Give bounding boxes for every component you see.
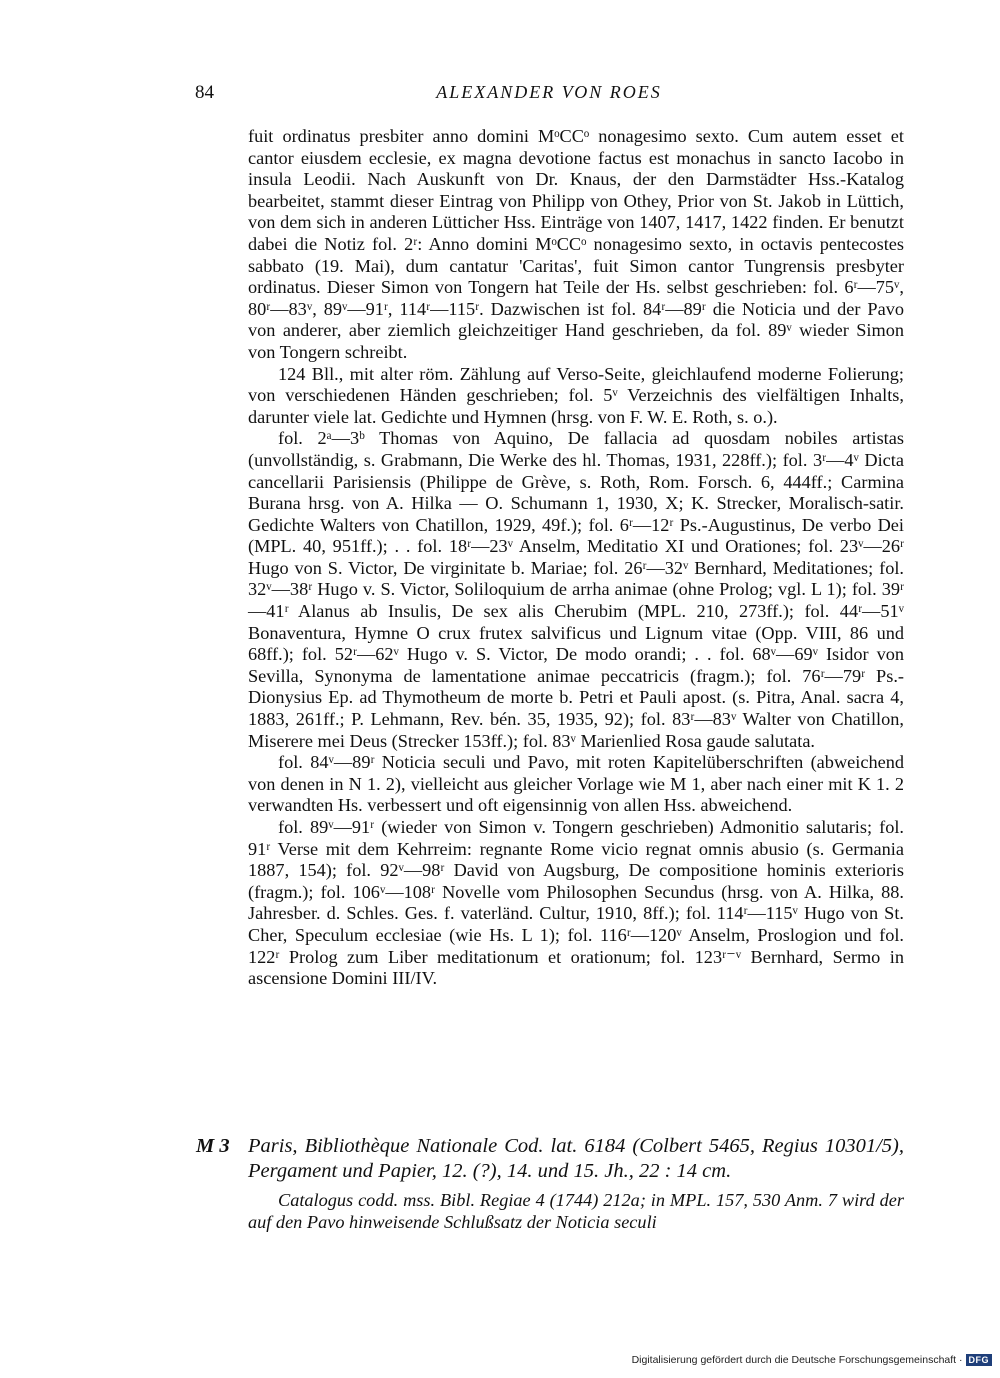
paragraph-4: fol. 84ᵛ—89ʳ Noticia seculi und Pavo, mit roten Kapitelüberschriften (abweichend von denen in N 1. 2), vielleicht aus gleicher Vorlage wie M 1, aber nach einer mit K 1. 2 verwandten Hs. verbessert und oft eigensinnig von allen Hss. abweichend. bbox=[248, 752, 904, 816]
dfg-logo-icon: DFG bbox=[966, 1354, 993, 1366]
catalog-note: Catalogus codd. mss. Bibl. Regiae 4 (1744) 212a; in MPL. 157, 530 Anm. 7 wird der auf den Pavo hinweisende Schlußsatz der Noticia seculi bbox=[248, 1190, 904, 1232]
credit-text: Digitalisierung gefördert durch die Deutsche Forschungsgemeinschaft · bbox=[631, 1354, 963, 1366]
paragraph-3: fol. 2ᵃ—3ᵇ Thomas von Aquino, De fallacia ad quosdam nobiles artistas (unvollständig, s. Grabmann, Die Werke des hl. Thomas, 1931, 228ff.); fol. 3ʳ—4ᵛ Dicta cancellarii Parisiensis (Philippe de Grève, s. Roth, Rom. Forsch. 6, 444ff.; Carmina Burana hrsg. von A. Hilka — O. Schumann 1, 1930, X; K. Strecker, Moralisch-satir. Gedichte Walters von Chatillon, 1929, 49f.); fol. 6ʳ—12ʳ Ps.-Augustinus, De verbo Dei (MPL. 40, 951ff.); . . fol. 18ʳ—23ᵛ Anselm, Meditatio XI und Orationes; fol. 23ᵛ—26ʳ Hugo von S. Victor, De virginitate b. Mariae; fol. 26ʳ—32ᵛ Bernhard, Meditationes; fol. 32ᵛ—38ʳ Hugo v. S. Victor, Soliloquium de arrha animae (ohne Prolog; vgl. L 1); fol. 39ʳ—41ʳ Alanus ab Insulis, De sex alis Cherubim (MPL. 210, 273ff.); fol. 44ʳ—51ᵛ Bonaventura, Hymne O crux frutex salvificus und Lignum vitae (Opp. VIII, 86 und 68ff.); fol. 52ʳ—62ᵛ Hugo v. S. Victor, De modo orandi; . . fol. 68ᵛ—69ᵛ Isidor von Sevilla, Synonyma de lamentatione animae peccatricis (fragm.); fol. 76ʳ—79ʳ Ps.-Dionysius Ep. ad Thymotheum de morte b. Petri et Pauli apost. (s. Pitra, Anal. sacra 4, 1883, 261ff.; P. Lehmann, Rev. bén. 35, 1935, 92); fol. 83ʳ—83ᵛ Walter von Chatillon, Miserere mei Deus (Strecker 153ff.); fol. 83ᵛ Marienlied Rosa gaude salutata. bbox=[248, 428, 904, 751]
paragraph-1: fuit ordinatus presbiter anno domini MᵒCCᵒ nonagesimo sexto. Cum autem esset et cantor eiusdem ecclesie, ex magna devotione factus est monachus in sancto Iacobo in insula Leodii. Nach Auskunft von Dr. Knaus, der den Darmstädter Hss.-Katalog bearbeitet, stammt dieser Eintrag von Philipp von Othey, Prior von St. Jakob in Lüttich, von dem sich in anderen Lütticher Hss. Einträge von 1407, 1417, 1422 finden. Er benutzt dabei die Notiz fol. 2ʳ: Anno domini MᵒCCᵒ nonagesimo sexto, in octavis pentecostes sabbato (19. Mai), dum cantatur 'Caritas', fuit Simon cantor Tungrensis presbyter ordinatus. Dieser Simon von Tongern hat Teile der Hs. selbst geschrieben: fol. 6ʳ—75ᵛ, 80ʳ—83ᵛ, 89ᵛ—91ʳ, 114ʳ—115ʳ. Dazwischen ist fol. 84ʳ—89ʳ die Noticia und der Pavo von anderer, aber ziemlich gleichzeitiger Hand geschrieben, da fol. 89ᵛ wieder Simon von Tongern schreibt. bbox=[248, 126, 904, 362]
paragraph-5: fol. 89ᵛ—91ʳ (wieder von Simon v. Tongern geschrieben) Admonitio salutaris; fol. 91ʳ Verse mit dem Kehrreim: regnante Rome vicio regnat omnis abusio (s. Germania 1887, 154); fol. 92ᵛ—98ʳ David von Augsburg, De compositione hominis exterioris (fragm.); fol. 106ᵛ—108ʳ Novelle vom Philosophen Secundus (hrsg. von A. Hilka, 88. Jahresber. d. Schles. Ges. f. vaterländ. Cultur, 1910, 8ff.); fol. 114ʳ—115ᵛ Hugo von St. Cher, Speculum ecclesiae (wie Hs. L 1); fol. 116ʳ—120ᵛ Anselm, Proslogion und fol. 122ʳ Prolog zum Liber meditationum et orationum; fol. 123ʳ⁻ᵛ Bernhard, Sermo in ascensione Domini III/IV. bbox=[248, 817, 904, 989]
paragraph-2: 124 Bll., mit alter röm. Zählung auf Verso-Seite, gleichlaufend moderne Folierung; von verschiedenen Händen geschrieben; fol. 5ᵛ Verzeichnis des vielfältigen Inhalts, darunter viele lat. Gedichte und Hymnen (hrsg. von F. W. E. Roth, s. o.). bbox=[248, 363, 904, 427]
entry-heading: Paris, Bibliothèque Nationale Cod. lat. 6184 (Colbert 5465, Regius 10301/5), Pergament und Papier, 12. (?), 14. und 15. Jh., 22 : 14 cm. bbox=[248, 1135, 904, 1182]
running-head: ALEXANDER VON ROES bbox=[436, 82, 662, 102]
page-number: 84 bbox=[195, 82, 214, 103]
manuscript-entry bbox=[196, 1134, 904, 1184]
page-header bbox=[195, 82, 903, 112]
digitization-credit bbox=[632, 1354, 992, 1366]
body-text bbox=[248, 126, 904, 990]
entry-siglum: M 3 bbox=[196, 1135, 230, 1157]
